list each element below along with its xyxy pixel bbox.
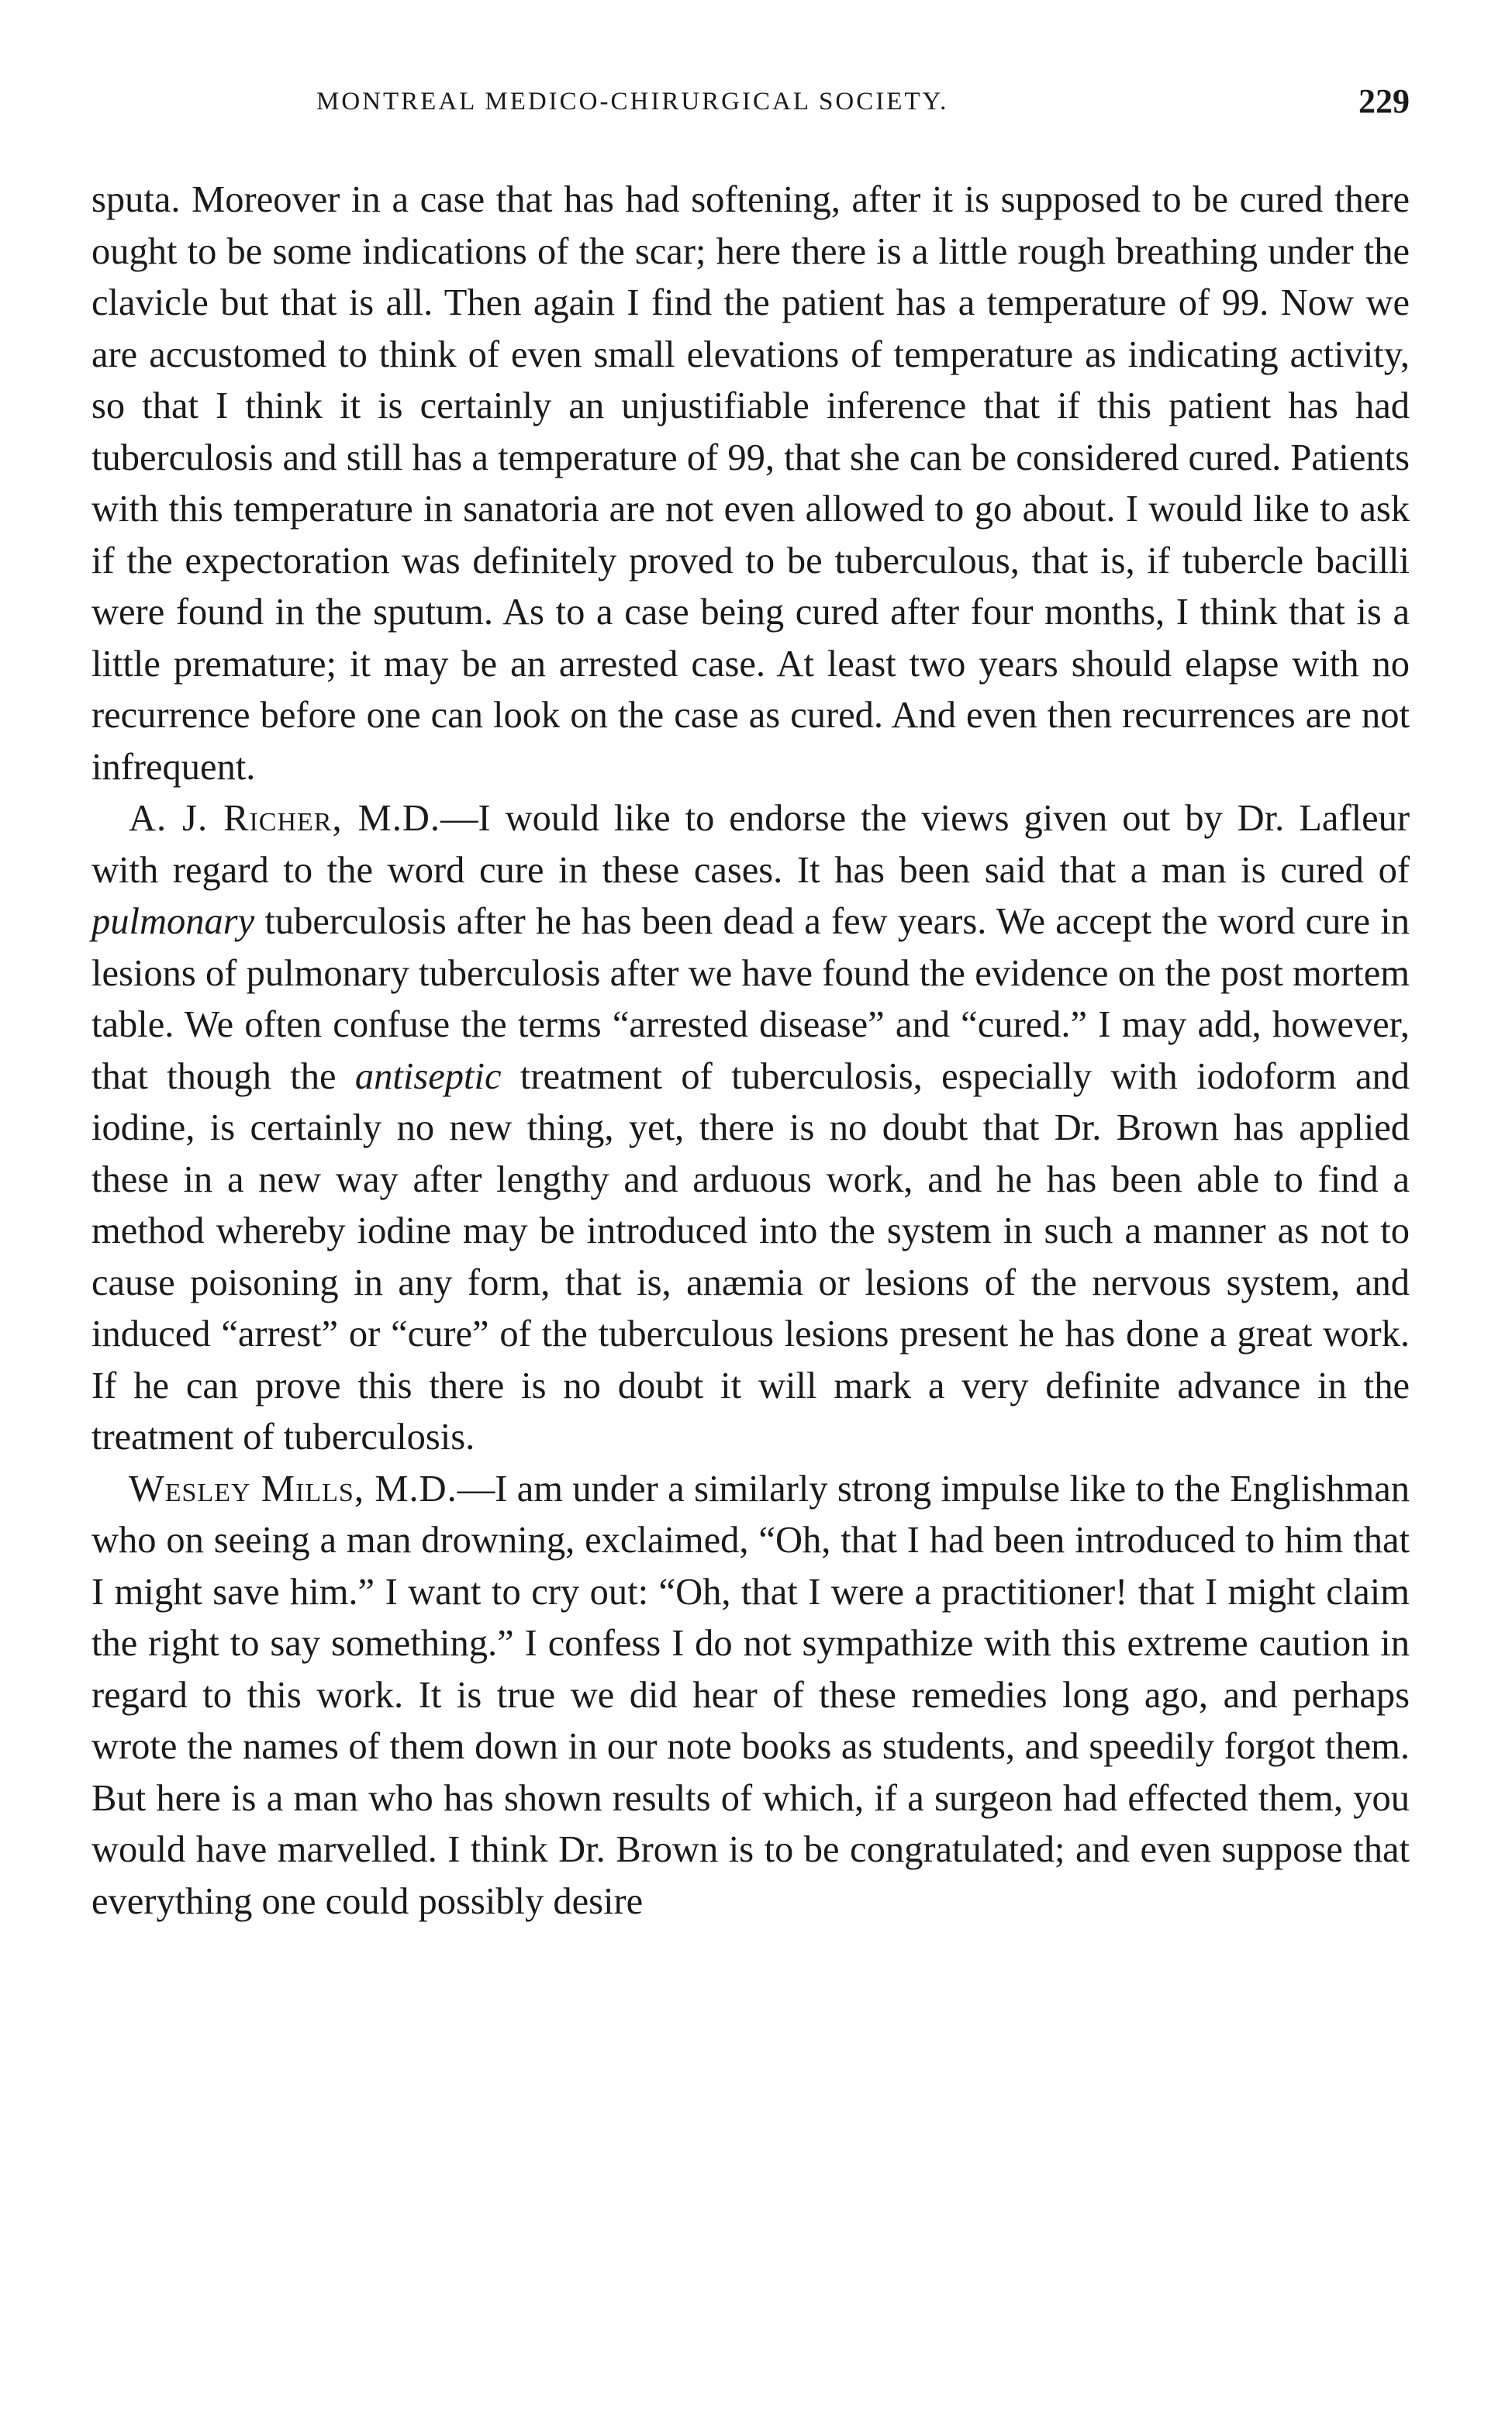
document-page <box>91 81 1410 1928</box>
page-number: 229 <box>1358 82 1410 120</box>
paragraph-text: —I am under a similarly strong impulse like to the Englishman who on seeing a man drowning, exclaimed, “Oh, that I had been introduced to him that I might save him.” I want to cry out: “Oh, that I were a practitioner! that I might claim the right to say something.” I confess I do not sympathize with this extreme caution in regard to this work. It is true we did hear of these remedies long ago, and perhaps wrote the names of them down in our note books as students, and speedily forgot them. But here is a man who has shown results of which, if a surgeon had effected them, you would have marvelled. I think Dr. Brown is to be congratulated; and even suppose that everything one could possibly desire <box>91 1468 1410 1922</box>
paragraph-text: —I would like to endorse the views given out by Dr. Lafleur with regard to the word cure in these cases. It has been said that a man is cured of <box>91 798 1410 891</box>
paragraph-mills <box>91 1464 1410 1928</box>
speaker-name: Wesley Mills, M.D. <box>129 1468 457 1510</box>
speaker-name: A. J. Richer, M.D. <box>129 798 440 839</box>
running-head <box>91 81 1410 143</box>
paragraph-text: tuberculosis after he has been dead a few years. We accept the word cure in lesions of pulmonary tuberculosis after we have found the evidence on the post mortem table. We often confuse the terms “arrested disease” and “cured.” I may add, however, that though the <box>91 901 1410 1097</box>
emphasis-text: antiseptic <box>354 1055 502 1097</box>
body-text <box>91 174 1410 1928</box>
running-title: MONTREAL MEDICO-CHIRURGICAL SOCIETY. <box>316 88 949 116</box>
paragraph-continuation <box>91 174 1410 793</box>
paragraph-text: treatment of tuberculosis, especially with iodoform and iodine, is certainly no new thing, yet, there is no doubt that Dr. Brown has applied these in a new way after lengthy and arduous work, and he has been able to find a method whereby iodine may be introduced into the system in such a manner as not to cause poisoning in any form, that is, anæmia or lesions of the nervous system, and induced “arrest” or “cure” of the tuberculous lesions present he has done a great work. If he can prove this there is no doubt it will mark a very definite advance in the treatment of tuberculosis. <box>91 1055 1410 1458</box>
paragraph-text: sputa. Moreover in a case that has had softening, after it is supposed to be cured there ought to be some indications of the scar; here there is a little rough breathing under the clavicle but that is all. Then again I find the patient has a temperature of 99. Now we are accustomed to think of even small elevations of temperature as indicating activity, so that I think it is certainly an unjustifiable inference that if this patient has had tuberculosis and still has a temperature of 99, that she can be considered cured. Patients with this temperature in sanatoria are not even allowed to go about. I would like to ask if the expectoration was definitely proved to be tuberculous, that is, if tubercle bacilli were found in the sputum. As to a case being cured after four months, I think that is a little premature; it may be an arrested case. At least two years should elapse with no recurrence before one can look on the case as cured. And even then recurrences are not infrequent. <box>91 179 1410 788</box>
paragraph-richer <box>91 793 1410 1464</box>
emphasis-text: pulmonary <box>91 901 255 942</box>
